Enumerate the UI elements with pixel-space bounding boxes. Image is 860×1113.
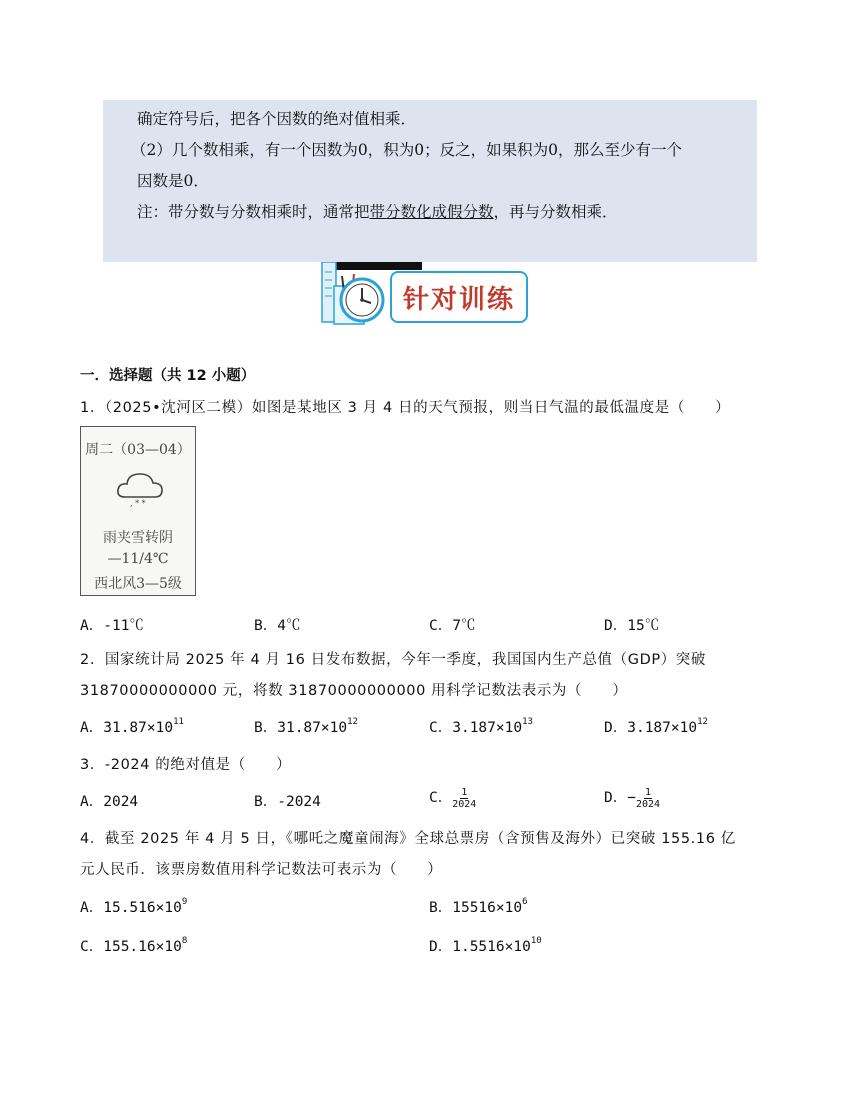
question-3-stem: 3．-2024 的绝对值是（ ） xyxy=(80,757,292,773)
question-2-stem-line-1: 2．国家统计局 2025 年 4 月 16 日发布数据，今年一季度，我国国内生产总值（GDP）突破 xyxy=(80,652,706,668)
q2-option-a: A．$31.87\times 10^{11}$ xyxy=(80,717,184,736)
snow-cloud-icon xyxy=(115,467,165,507)
question-4-stem-line-2: 元人民币．该票房数值用科学记数法可表示为（ ） xyxy=(80,862,443,878)
weather-date: 周二（03—04） xyxy=(85,442,191,458)
q4-option-d: D．$1.5516\times 10^{10}$ xyxy=(429,936,542,955)
weather-condition: 雨夹雪转阴 xyxy=(103,530,173,546)
weather-temp: —11/4℃ xyxy=(107,551,169,567)
summary-note: 注：带分数与分数相乘时，通常把带分数化成假分数，再与分数相乘． xyxy=(137,203,618,221)
q4-option-c: C．$155.16\times 10^8$ xyxy=(80,936,188,955)
q4-option-b: B．$15516\times 10^6$ xyxy=(429,897,528,916)
question-4-stem-line-1: 4．截至 2025 年 4 月 5 日，《哪吒之魔童闹海》全球总票房（含预售及海外）已突破 155.16 亿 xyxy=(80,831,736,847)
question-2-stem-line-2: 31870000000000 元，将数 31870000000000 用科学记数法表示为（ ） xyxy=(80,683,628,699)
q1-option-c: C．7℃ xyxy=(429,618,476,634)
q2-option-c: C．$3.187\times 10^{13}$ xyxy=(429,717,533,736)
q1-option-b: B．4℃ xyxy=(254,618,301,634)
weather-wind: 西北风3—5级 xyxy=(94,576,182,592)
summary-line-2: （2）几个数相乘，有一个因数为0，积为0；反之，如果积为0，那么至少有一个 xyxy=(131,141,682,159)
q2-option-b: B．$31.87\times 10^{12}$ xyxy=(254,717,358,736)
q4-option-a: A．$15.516\times 10^9$ xyxy=(80,897,188,916)
svg-text:‚ * *: ‚ * * xyxy=(130,499,146,507)
summary-line-1: 确定符号后，把各个因数的绝对值相乘． xyxy=(137,110,417,128)
q1-option-d: D．15℃ xyxy=(604,618,660,634)
summary-box xyxy=(103,100,757,262)
q1-option-a: A．-11℃ xyxy=(80,618,144,634)
q2-option-d: D．$3.187\times 10^{12}$ xyxy=(604,717,708,736)
q3-option-c: C． $\frac{1}{2024}$ xyxy=(429,786,477,810)
summary-note-underlined: 带分数化成假分数 xyxy=(369,203,494,221)
q3-option-b: B．-2024 xyxy=(254,794,321,810)
weather-forecast-figure xyxy=(80,426,196,596)
q3-option-a: A．2024 xyxy=(80,794,139,810)
section-heading: 一．选择题（共 12 小题） xyxy=(80,368,256,384)
banner-label: 针对训练 xyxy=(390,271,528,323)
question-1-stem: 1．（2025•沈河区二模）如图是某地区 3 月 4 日的天气预报，则当日气温的最低温度是（ ） xyxy=(80,400,731,416)
summary-line-3: 因数是0． xyxy=(137,172,209,190)
q3-option-d: D．− $\frac{1}{2024}$ xyxy=(604,786,661,810)
q3-option-d-fraction: $\frac{1}{2024}$ xyxy=(635,786,661,810)
q3-option-c-fraction: $\frac{1}{2024}$ xyxy=(452,786,477,810)
